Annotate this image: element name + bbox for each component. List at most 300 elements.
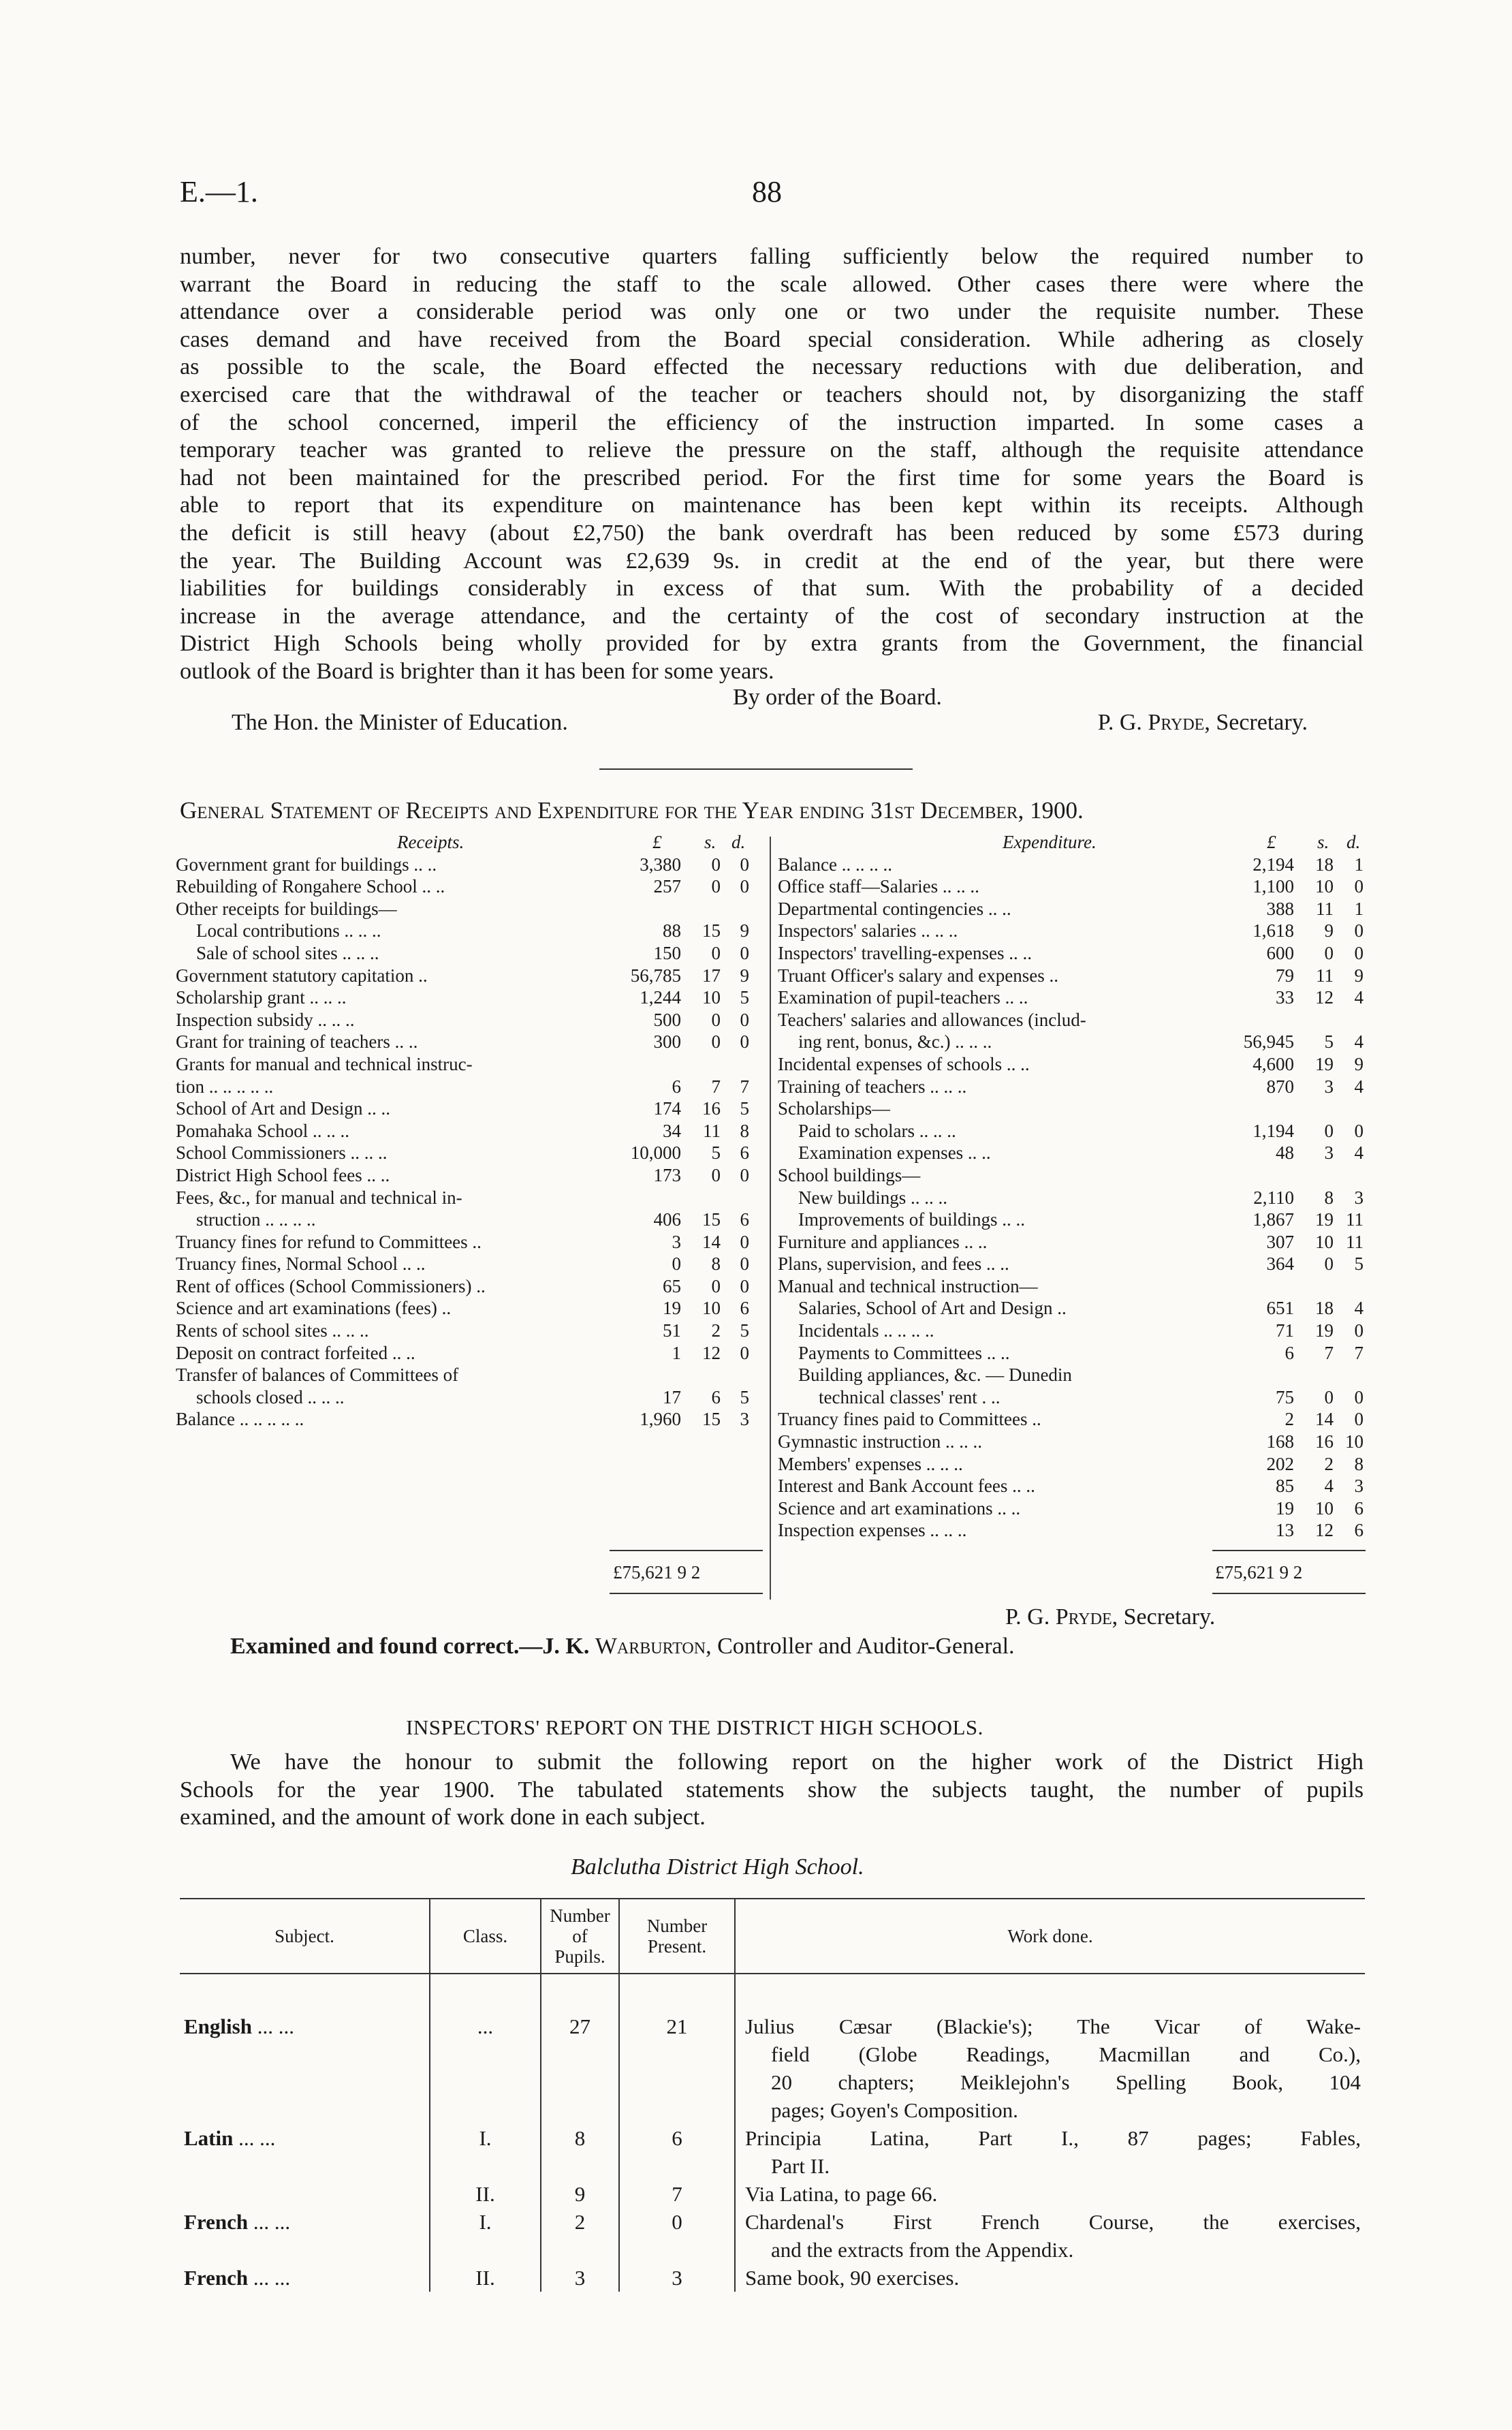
statement-row — [176, 1386, 761, 1409]
statement-label: Teachers' salaries and allowances (includ- — [778, 1009, 1086, 1030]
pounds-value: 173 — [653, 1164, 681, 1185]
pence-value: 9 — [740, 965, 749, 986]
pounds-value: 0 — [672, 1253, 681, 1275]
pence-value: 0 — [1354, 942, 1364, 963]
subject-leader: ... ... — [248, 2266, 291, 2290]
pounds-value: 364 — [1266, 1253, 1294, 1275]
present-header: Number Present. — [619, 1899, 735, 1974]
signatory — [1098, 710, 1308, 736]
text-line: the year. The Building Account was £2,639 9s. in credit at the end of the year, but there were — [180, 548, 1364, 574]
statement-label: Sale of school sites .. .. .. — [196, 942, 379, 963]
pounds-value: 19 — [663, 1298, 681, 1319]
statement-row — [778, 854, 1364, 876]
subject-header: Subject. — [180, 1899, 430, 1974]
pounds-value: 10,000 — [630, 1142, 681, 1164]
shillings-value: 8 — [1324, 1187, 1334, 1208]
pounds-value: 1 — [672, 1342, 681, 1363]
pence-value: 4 — [1354, 987, 1364, 1008]
pence-heading: d. — [1346, 832, 1361, 852]
present-cell: 3 — [619, 2264, 735, 2292]
subject-leader: ... ... — [251, 2014, 294, 2038]
subjects-table — [180, 1898, 1365, 2292]
intro-paragraph — [180, 243, 1364, 686]
receipts-total-rule — [610, 1550, 763, 1551]
statement-label: District High School fees .. .. — [176, 1164, 390, 1185]
signatory-title: , Secretary. — [1204, 710, 1308, 735]
statement-label: Truancy fines paid to Committees .. — [778, 1409, 1041, 1430]
statement-row — [778, 1497, 1364, 1520]
statement-row — [778, 1386, 1364, 1409]
shillings-value: 0 — [711, 876, 721, 897]
receipts-total: £75,621 9 2 — [613, 1562, 701, 1583]
text-line: Schools for the year 1900. The tabulated statements show the subjects taught, the number of pupils — [180, 1777, 1364, 1803]
pupils-cell: 2 — [541, 2208, 619, 2264]
present-cell: 0 — [619, 2208, 735, 2264]
pounds-value: 300 — [653, 1031, 681, 1053]
pounds-value: 4,600 — [1253, 1053, 1294, 1074]
statement-row — [778, 1297, 1364, 1320]
statement-row — [778, 1475, 1364, 1497]
present-cell: 21 — [619, 1974, 735, 2124]
pence-value: 5 — [740, 1386, 749, 1407]
pupils-header: Number of Pupils. — [541, 1899, 619, 1974]
statement-row — [176, 920, 761, 942]
pounds-value: 33 — [1276, 987, 1294, 1008]
statement-label: Improvements of buildings .. .. — [798, 1209, 1025, 1230]
pence-value: 4 — [1354, 1031, 1364, 1053]
work-done-cell — [735, 2264, 1365, 2292]
pence-value: 0 — [740, 1031, 749, 1053]
shillings-value: 12 — [1315, 987, 1334, 1008]
pounds-value: 2 — [1285, 1409, 1294, 1430]
text-line: warrant the Board in reducing the staff to the scale allowed. Other cases there were where the — [180, 271, 1364, 297]
statement-row — [176, 1097, 761, 1120]
shillings-value: 7 — [711, 1076, 721, 1097]
examined-line — [230, 1634, 1015, 1660]
pence-value: 5 — [740, 1098, 749, 1119]
subject-leader: ... ... — [233, 2126, 276, 2150]
pence-value: 9 — [1354, 1053, 1364, 1074]
statement-row — [176, 942, 761, 965]
pupils-cell: 3 — [541, 2264, 619, 2292]
table-row — [180, 2180, 1365, 2208]
statement-label: Members' expenses .. .. .. — [778, 1453, 963, 1474]
class-header: Class. — [430, 1899, 541, 1974]
subject-cell — [180, 2180, 430, 2208]
class-cell: ... — [430, 1974, 541, 2124]
statement-row — [778, 1275, 1364, 1298]
work-done-cell — [735, 2180, 1365, 2208]
pence-value: 3 — [740, 1409, 749, 1430]
statement-label: Transfer of balances of Committees of — [176, 1365, 459, 1386]
statement-label: schools closed .. .. .. — [196, 1386, 345, 1407]
statement-row — [176, 1187, 761, 1209]
statement-title — [180, 797, 1365, 824]
text-line: of the school concerned, imperil the efficiency of the instruction imparted. In some cases a — [180, 409, 1364, 435]
statement-row — [176, 875, 761, 898]
subject-leader: ... ... — [248, 2210, 291, 2234]
pounds-value: 600 — [1266, 942, 1294, 963]
shillings-value: 14 — [1315, 1409, 1334, 1430]
statement-label: School Commissioners .. .. .. — [176, 1142, 388, 1164]
statement-label: Inspectors' salaries .. .. .. — [778, 920, 958, 941]
pence-value: 0 — [740, 1009, 749, 1030]
statement-label: Scholarships— — [778, 1098, 890, 1119]
text-line: We have the honour to submit the following report on the higher work of the District High — [230, 1749, 1364, 1775]
statement-label: Government statutory capitation .. — [176, 965, 428, 986]
statement-row — [778, 1253, 1364, 1275]
pounds-value: 88 — [663, 920, 681, 941]
statement-label: Deposit on contract forfeited .. .. — [176, 1342, 415, 1363]
statement-row — [778, 875, 1364, 898]
pence-value: 6 — [1354, 1497, 1364, 1518]
receipts-column — [176, 831, 761, 1431]
statement-row — [778, 1408, 1364, 1431]
work-line: pages; Goyen's Composition. — [771, 2098, 1018, 2122]
shillings-value: 5 — [1324, 1031, 1334, 1053]
work-line: and the extracts from the Appendix. — [771, 2238, 1074, 2262]
shillings-value: 3 — [1324, 1076, 1334, 1097]
pounds-value: 71 — [1276, 1320, 1294, 1341]
examined-text: Examined and found correct.—J. K. — [230, 1634, 595, 1659]
page-number: 88 — [752, 175, 782, 208]
statement-row — [176, 1120, 761, 1142]
present-cell: 7 — [619, 2180, 735, 2208]
statement-label: Inspection expenses .. .. .. — [778, 1520, 967, 1541]
secretary-title: , Secretary. — [1112, 1604, 1216, 1630]
shillings-value: 6 — [711, 1386, 721, 1407]
pounds-value: 13 — [1276, 1520, 1294, 1541]
statement-label: Local contributions .. .. .. — [196, 920, 381, 941]
subject-name: French — [184, 2210, 249, 2234]
statement-label: Interest and Bank Account fees .. .. — [778, 1476, 1035, 1497]
pence-value: 0 — [1354, 876, 1364, 897]
statement-label: Truancy fines for refund to Committees .. — [176, 1231, 482, 1252]
school-title: Balclutha District High School. — [571, 1854, 864, 1880]
pupils-cell: 8 — [541, 2124, 619, 2180]
pounds-value: 3 — [672, 1231, 681, 1252]
statement-row — [176, 965, 761, 987]
pence-value: 6 — [740, 1298, 749, 1319]
statement-label: Inspectors' travelling-expenses .. .. — [778, 942, 1033, 963]
statement-row — [778, 1009, 1364, 1031]
table-row — [180, 1974, 1365, 2124]
statement-label: Government grant for buildings .. .. — [176, 854, 437, 875]
shillings-heading: s. — [704, 832, 716, 852]
receipts-total-underline — [610, 1593, 763, 1594]
expenditure-total-rule — [1212, 1550, 1366, 1551]
pence-value: 8 — [740, 1120, 749, 1141]
table-row — [180, 2124, 1365, 2180]
statement-row — [176, 854, 761, 876]
statement-label: Paid to scholars .. .. .. — [798, 1120, 956, 1141]
statement-row — [778, 1097, 1364, 1120]
pence-value: 10 — [1345, 1431, 1364, 1452]
work-line: Julius Cæsar (Blackie's); The Vicar of Wake- — [745, 2014, 1361, 2038]
statement-row — [176, 1053, 761, 1076]
shillings-value: 10 — [702, 1298, 721, 1319]
statement-row — [176, 1364, 761, 1386]
subject-cell — [180, 2208, 430, 2264]
pence-value: 0 — [1354, 1120, 1364, 1141]
text-line: liabilities for buildings considerably in excess of that sum. With the probability of a decided — [180, 576, 1364, 602]
statement-row — [176, 1076, 761, 1098]
shillings-value: 15 — [702, 1409, 721, 1430]
subject-cell — [180, 1974, 430, 2124]
pounds-value: 56,785 — [630, 965, 681, 986]
pence-value: 5 — [740, 1320, 749, 1341]
statement-label: tion .. .. .. .. .. — [176, 1076, 274, 1097]
shillings-value: 10 — [1315, 1497, 1334, 1518]
text-line: outlook of the Board is brighter than it has been for some years. — [180, 658, 774, 684]
pounds-value: 1,960 — [640, 1409, 681, 1430]
pounds-value: 202 — [1266, 1453, 1294, 1474]
statement-row — [778, 942, 1364, 965]
pence-value: 5 — [740, 987, 749, 1008]
pence-value: 3 — [1354, 1187, 1364, 1208]
shillings-value: 10 — [1315, 876, 1334, 897]
subject-name: Latin — [184, 2126, 234, 2150]
shillings-value: 0 — [711, 854, 721, 875]
pence-value: 0 — [1354, 1409, 1364, 1430]
pounds-value: 19 — [1276, 1497, 1294, 1518]
statement-label: Examination expenses .. .. — [798, 1142, 991, 1164]
column-divider — [770, 837, 771, 1600]
pence-value: 0 — [1354, 1320, 1364, 1341]
pounds-heading: £ — [652, 832, 662, 852]
shillings-value: 17 — [702, 965, 721, 986]
statement-row — [778, 1519, 1364, 1542]
table-row — [180, 2208, 1365, 2264]
statement-row — [778, 986, 1364, 1009]
statement-row — [778, 1231, 1364, 1253]
shillings-value: 12 — [1315, 1520, 1334, 1541]
pounds-value: 6 — [1285, 1342, 1294, 1363]
shillings-value: 15 — [702, 1209, 721, 1230]
pence-value: 5 — [1354, 1253, 1364, 1275]
statement-row — [176, 1031, 761, 1053]
pounds-value: 6 — [672, 1076, 681, 1097]
pence-value: 1 — [1354, 854, 1364, 875]
shillings-value: 8 — [711, 1253, 721, 1275]
statement-row — [778, 920, 1364, 942]
shillings-value: 11 — [703, 1120, 721, 1141]
statement-label: Truancy fines, Normal School .. .. — [176, 1253, 426, 1275]
pounds-value: 48 — [1276, 1142, 1294, 1164]
shillings-value: 0 — [711, 1031, 721, 1053]
shillings-value: 18 — [1315, 854, 1334, 875]
pounds-value: 307 — [1266, 1231, 1294, 1252]
by-order-line: By order of the Board. — [733, 685, 942, 710]
statement-label: Scholarship grant .. .. .. — [176, 987, 347, 1008]
text-line: able to report that its expenditure on maintenance has been kept within its receipts. Although — [180, 493, 1364, 518]
class-cell: II. — [430, 2180, 541, 2208]
pence-value: 6 — [1354, 1520, 1364, 1541]
receipts-heading: Receipts. — [397, 832, 464, 852]
shillings-value: 19 — [1315, 1053, 1334, 1074]
statement-row — [778, 965, 1364, 987]
statement-label: Balance .. .. .. .. .. — [176, 1409, 304, 1430]
shillings-value: 18 — [1315, 1298, 1334, 1319]
statement-row — [778, 1053, 1364, 1076]
pence-value: 11 — [1346, 1209, 1364, 1230]
statement-label: Grants for manual and technical instruc- — [176, 1053, 473, 1074]
shillings-value: 19 — [1315, 1209, 1334, 1230]
statement-label: Grant for training of teachers .. .. — [176, 1031, 418, 1053]
statement-row — [778, 1164, 1364, 1187]
auditor-title: , Controller and Auditor-General. — [706, 1634, 1015, 1659]
pence-value: 0 — [740, 1342, 749, 1363]
statement-row — [778, 1320, 1364, 1342]
pence-value: 6 — [740, 1142, 749, 1164]
pounds-value: 388 — [1266, 898, 1294, 919]
pounds-value: 34 — [663, 1120, 681, 1141]
statement-label: Pomahaka School .. .. .. — [176, 1120, 349, 1141]
statement-row — [176, 898, 761, 920]
statement-row — [176, 1275, 761, 1298]
pounds-value: 56,945 — [1243, 1031, 1294, 1053]
statement-label: Gymnastic instruction .. .. .. — [778, 1431, 982, 1452]
secretary-name: P. G. Pryde — [1005, 1604, 1112, 1630]
shillings-value: 9 — [1324, 920, 1334, 941]
statement-label: Incidental expenses of schools .. .. — [778, 1053, 1030, 1074]
work-done-cell — [735, 2124, 1365, 2180]
inspectors-report-title: INSPECTORS' REPORT ON THE DISTRICT HIGH SCHOOLS. — [406, 1715, 983, 1739]
pence-value: 4 — [1354, 1076, 1364, 1097]
text-line: had not been maintained for the prescribed period. For the first time for some years the Board is — [180, 465, 1364, 490]
statement-label: Balance .. .. .. .. — [778, 854, 892, 875]
shillings-value: 0 — [1324, 1386, 1334, 1407]
statement-row — [176, 1231, 761, 1253]
expenditure-header-row — [778, 831, 1364, 854]
shillings-value: 10 — [1315, 1231, 1334, 1252]
pence-value: 4 — [1354, 1298, 1364, 1319]
shillings-value: 14 — [702, 1231, 721, 1252]
pence-value: 8 — [1354, 1453, 1364, 1474]
shillings-value: 0 — [1324, 942, 1334, 963]
shillings-value: 0 — [711, 1275, 721, 1296]
text-line: number, never for two consecutive quarters falling sufficiently below the required number to — [180, 244, 1364, 269]
shillings-value: 2 — [711, 1320, 721, 1341]
addressee: The Hon. the Minister of Education. — [232, 710, 568, 735]
statement-row — [778, 1031, 1364, 1053]
statement-label: Furniture and appliances .. .. — [778, 1231, 988, 1252]
shillings-value: 12 — [702, 1342, 721, 1363]
shillings-value: 5 — [711, 1142, 721, 1164]
pounds-value: 79 — [1276, 965, 1294, 986]
statement-row — [176, 1297, 761, 1320]
statement-label: Other receipts for buildings— — [176, 898, 397, 919]
pounds-value: 1,100 — [1253, 876, 1294, 897]
statement-title-text: General Statement of Receipts and Expenditure for the Year ending 31st December, 1900. — [180, 797, 1084, 824]
shillings-value: 0 — [711, 942, 721, 963]
pence-value: 0 — [740, 1231, 749, 1252]
shillings-value: 3 — [1324, 1142, 1334, 1164]
pounds-value: 3,380 — [640, 854, 681, 875]
work-line: field (Globe Readings, Macmillan and Co.), — [771, 2042, 1361, 2066]
statement-label: struction .. .. .. .. — [196, 1209, 316, 1230]
signatory-name: P. G. Pryde — [1097, 710, 1205, 735]
receipts-header-row — [176, 831, 761, 854]
pounds-value: 65 — [663, 1275, 681, 1296]
pence-value: 0 — [740, 854, 749, 875]
subject-cell — [180, 2264, 430, 2292]
class-cell: I. — [430, 2208, 541, 2264]
statement-row — [176, 1164, 761, 1187]
statement-label: Rent of offices (School Commissioners) .. — [176, 1275, 486, 1296]
pounds-value: 51 — [663, 1320, 681, 1341]
pounds-value: 150 — [653, 942, 681, 963]
work-line: 20 chapters; Meiklejohn's Spelling Book, 104 — [771, 2070, 1361, 2094]
auditor-name: Warburton — [595, 1634, 706, 1659]
pence-heading: d. — [731, 832, 746, 852]
statement-row — [176, 1142, 761, 1164]
shillings-value: 19 — [1315, 1320, 1334, 1341]
statement-label: technical classes' rent . .. — [819, 1386, 1001, 1407]
shillings-value: 15 — [702, 920, 721, 941]
text-line: exercised care that the withdrawal of the teacher or teachers should not, by disorganizing the staff — [180, 381, 1364, 407]
class-cell: II. — [430, 2264, 541, 2292]
pounds-value: 1,194 — [1253, 1120, 1294, 1141]
subject-name: English — [184, 2014, 252, 2038]
pence-value: 9 — [740, 920, 749, 941]
statement-label: Departmental contingencies .. .. — [778, 898, 1011, 919]
statement-label: School of Art and Design .. .. — [176, 1098, 390, 1119]
subject-name: French — [184, 2266, 249, 2290]
statement-row — [778, 898, 1364, 920]
pence-value: 4 — [1354, 1142, 1364, 1164]
shillings-value: 4 — [1324, 1476, 1334, 1497]
pupils-cell: 9 — [541, 2180, 619, 2208]
shillings-value: 2 — [1324, 1453, 1334, 1474]
statement-row — [778, 1342, 1364, 1365]
statement-label: Science and art examinations .. .. — [778, 1497, 1021, 1518]
shillings-value: 0 — [1324, 1253, 1334, 1275]
pounds-value: 870 — [1266, 1076, 1294, 1097]
shillings-value: 0 — [711, 1009, 721, 1030]
shillings-value: 16 — [1315, 1431, 1334, 1452]
shillings-value: 7 — [1324, 1342, 1334, 1363]
pence-value: 0 — [1354, 1386, 1364, 1407]
statement-label: Building appliances, &c. — Dunedin — [798, 1365, 1072, 1386]
pounds-value: 1,867 — [1253, 1209, 1294, 1230]
pence-value: 1 — [1354, 898, 1364, 919]
statement-label: Salaries, School of Art and Design .. — [798, 1298, 1067, 1319]
statement-row — [778, 1120, 1364, 1142]
statement-label: Examination of pupil-teachers .. .. — [778, 987, 1028, 1008]
statement-row — [778, 1453, 1364, 1476]
pounds-value: 2,110 — [1253, 1187, 1294, 1208]
statement-row — [778, 1076, 1364, 1098]
shillings-value: 11 — [1316, 965, 1334, 986]
pence-value: 0 — [740, 1253, 749, 1275]
statement-label: Science and art examinations (fees) .. — [176, 1298, 452, 1319]
statement-label: ing rent, bonus, &c.) .. .. .. — [798, 1031, 992, 1053]
expenditure-column — [778, 831, 1364, 1542]
work-line: Same book, 90 exercises. — [745, 2266, 960, 2290]
subject-cell — [180, 2124, 430, 2180]
inspectors-paragraph — [180, 1749, 1364, 1832]
statement-row — [176, 1209, 761, 1231]
text-line: examined, and the amount of work done in each subject. — [180, 1805, 706, 1831]
pounds-value: 174 — [653, 1098, 681, 1119]
pupils-cell: 27 — [541, 1974, 619, 2124]
statement-label: Plans, supervision, and fees .. .. — [778, 1253, 1009, 1275]
statement-label: Rents of school sites .. .. .. — [176, 1320, 369, 1341]
pence-value: 0 — [740, 1275, 749, 1296]
section-divider — [599, 768, 913, 770]
statement-label: Inspection subsidy .. .. .. — [176, 1009, 355, 1030]
